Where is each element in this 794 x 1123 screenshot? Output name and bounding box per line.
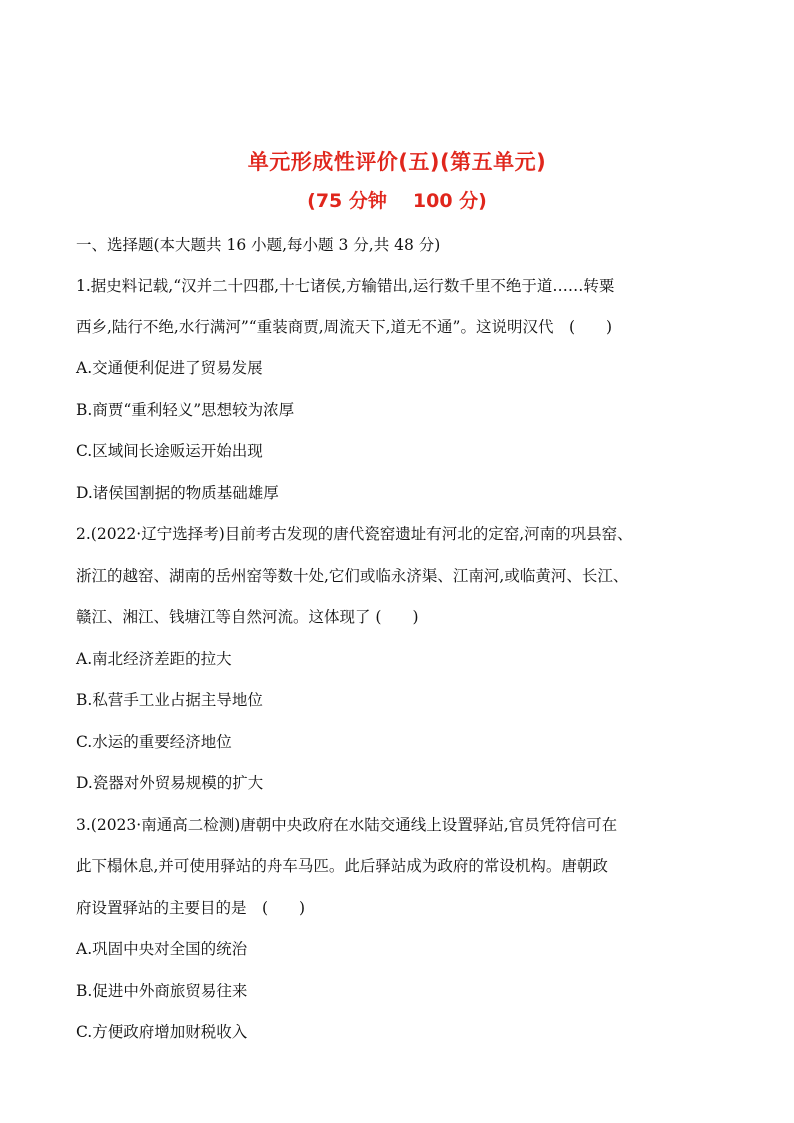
exam-total-score: 100 分) bbox=[412, 190, 487, 212]
question-2-option-d: D.瓷器对外贸易规模的扩大 bbox=[76, 774, 264, 792]
question-1-stem-line-2: 西乡,陆行不绝,水行满河”“重装商贾,周流天下,道无不通”。这说明汉代 ( ) bbox=[76, 318, 613, 336]
question-3-stem-line-3: 府设置驿站的主要目的是 ( ) bbox=[76, 899, 306, 917]
question-2-stem-line-1: 2.(2022·辽宁选择考)目前考古发现的唐代瓷窑遗址有河北的定窑,河南的巩县窑、 bbox=[76, 525, 633, 543]
exam-duration: (75 分钟 bbox=[307, 190, 387, 212]
question-3-option-b: B.促进中外商旅贸易往来 bbox=[76, 982, 248, 1000]
question-1-option-b: B.商贾“重利轻义”思想较为浓厚 bbox=[76, 401, 295, 419]
question-2-option-a: A.南北经济差距的拉大 bbox=[76, 650, 232, 668]
question-1-option-d: D.诸侯国割据的物质基础雄厚 bbox=[76, 484, 279, 502]
page-title: 单元形成性评价(五)(第五单元) bbox=[247, 150, 547, 174]
question-3-stem-line-1: 3.(2023·南通高二检测)唐朝中央政府在水陆交通线上设置驿站,官员凭符信可在 bbox=[76, 816, 618, 834]
question-2-stem-line-3: 赣江、湘江、钱塘江等自然河流。这体现了 ( ) bbox=[76, 608, 419, 626]
question-1-option-a: A.交通便利促进了贸易发展 bbox=[76, 359, 263, 377]
question-1-stem-line-1: 1.据史料记载,“汉并二十四郡,十七诸侯,方输错出,运行数千里不绝于道……转粟 bbox=[76, 277, 615, 295]
question-2-option-c: C.水运的重要经济地位 bbox=[76, 733, 232, 751]
question-2-stem-line-2: 浙江的越窑、湖南的岳州窑等数十处,它们或临永济渠、江南河,或临黄河、长江、 bbox=[76, 567, 629, 585]
question-1-option-c: C.区域间长途贩运开始出现 bbox=[76, 442, 263, 460]
question-3-option-c: C.方便政府增加财税收入 bbox=[76, 1023, 248, 1041]
page-subtitle bbox=[0, 186, 794, 213]
question-3-stem-line-2: 此下榻休息,并可使用驿站的舟车马匹。此后驿站成为政府的常设机构。唐朝政 bbox=[76, 857, 608, 875]
section-heading: 一、选择题(本大题共 16 小题,每小题 3 分,共 48 分) bbox=[76, 236, 441, 254]
question-3-option-a: A.巩固中央对全国的统治 bbox=[76, 940, 248, 958]
question-2-option-b: B.私营手工业占据主导地位 bbox=[76, 691, 263, 709]
